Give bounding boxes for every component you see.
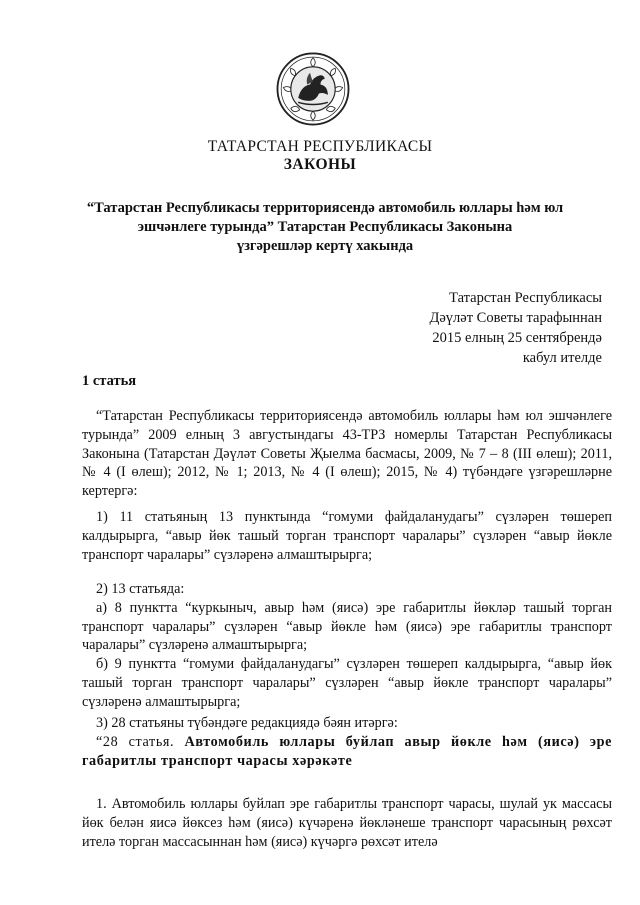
item-3-title: 3) 28 статьяны түбәндәге редакциядә бәян итәргә: xyxy=(96,715,398,731)
intro-paragraph: “Татарстан Республикасы территориясендә автомобиль юллары һәм юл эшчәнлеге турында” 2009 елның 3 августындагы 43-ТРЗ номерлы Татарстан Республикасы Законына (Татарстан Дәүләт Советы Җыелма басмасы, 2009, № 7 – 8 (III өлеш); 2011, № 4 (I өлеш); 2012, № 1; 2013, № 4 (I өлеш); 2015, № 4) түбәндәге үзгәрешләрне кертергә: xyxy=(82,408,612,500)
article-28-prefix: “28 статья. xyxy=(96,733,175,750)
law-heading xyxy=(60,199,590,256)
item-2-title: 2) 13 статьяда: xyxy=(96,581,185,597)
republic-title: ТАТАРСТАН РЕСПУБЛИКАСЫ xyxy=(207,138,433,155)
item-2 xyxy=(82,580,612,712)
article-1-intro xyxy=(82,407,612,501)
heading-line-1: “Татарстан Республикасы территориясендә автомобиль юллары һәм юл xyxy=(86,200,564,216)
heading-line-2: эшчәнлеге турында” Татарстан Республикасы Законына xyxy=(137,219,513,235)
article-28-body xyxy=(82,795,612,851)
article-28-paragraph-1: 1. Автомобиль юллары буйлап эре габаритлы транспорт чарасы, шулай ук массасы йөк белән яисә йөксез һәм (яисә) күчәренә йөкләнеше транспорт чарасының рөхсәт ителә торган массасыннан һәм (яисә) күчәргә рөхсәт ителә xyxy=(82,796,612,850)
item-1 xyxy=(82,508,612,564)
heading-line-3: үзгәрешләр кертү хакында xyxy=(236,238,414,254)
adoption-line-4: кабул ителде xyxy=(522,350,602,366)
adoption-line-3: 2015 елның 25 сентябрендә xyxy=(432,330,602,346)
adoption-note xyxy=(429,288,602,368)
article-28-heading xyxy=(82,733,612,771)
item-2-a: а) 8 пунктта “куркыныч, авыр һәм (яисә) эре габаритлы йөкләр ташый торган транспорт чаралары” сүзләрен “авыр йөкле һәм (яисә) эре габаритлы транспорт чаралары” сүзләренә алмаштырырга; xyxy=(82,599,612,654)
tatarstan-coat-of-arms-icon xyxy=(276,52,350,126)
item-1-paragraph: 1) 11 статьяның 13 пунктында “гомуми файдаланудагы” сүзләрен төшереп калдырырга, “авыр йөк ташый торган транспорт чаралары” сүзләрен “авыр йөкле транспорт чаралары” сүзләренә алмаштырырга; xyxy=(82,509,612,563)
article-28-title: Автомобиль юллары буйлап авыр йөкле һәм (яисә) эре габаритлы транспорт чарасы хәрәкәте xyxy=(82,733,612,769)
item-3 xyxy=(82,714,612,770)
adoption-line-1: Татарстан Республикасы xyxy=(449,290,602,306)
adoption-line-2: Дәүләт Советы тарафыннан xyxy=(429,310,602,326)
item-2-b: б) 9 пунктта “гомуми файдаланудагы” сүзләрен төшереп калдырырга, “авыр йөк ташый торган транспорт чаралары” сүзләрен “авыр йөкле транспорт чаралары” сүзләренә алмаштырырга; xyxy=(82,656,612,710)
law-title: ЗАКОНЫ xyxy=(283,156,357,173)
article-1-label: 1 статья xyxy=(82,373,137,389)
